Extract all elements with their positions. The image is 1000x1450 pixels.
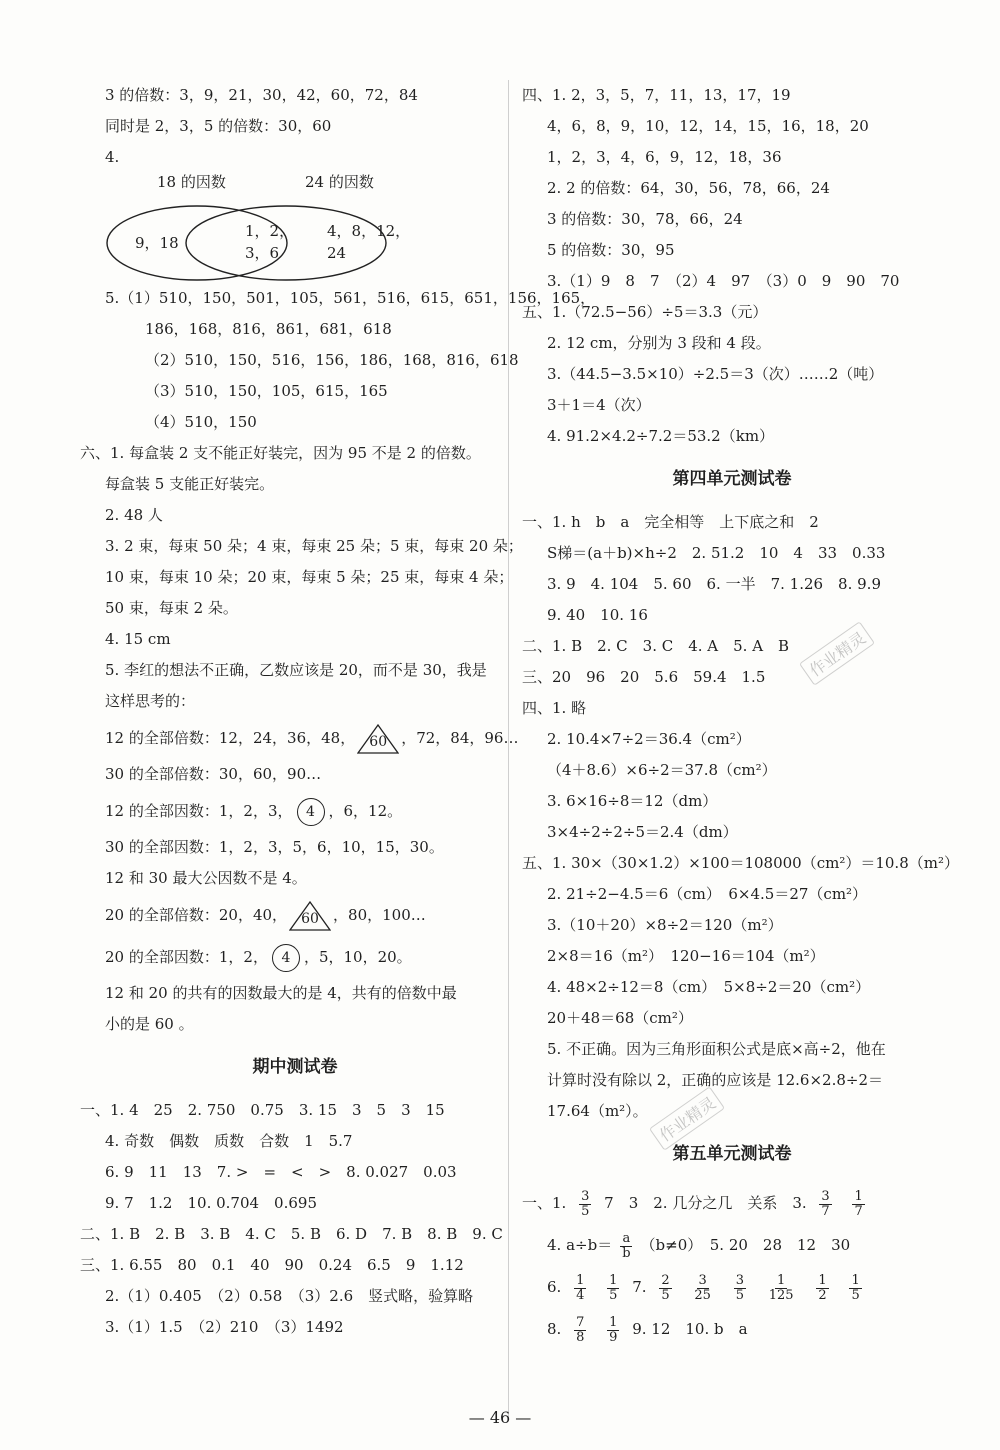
answer-line: 2. 21÷2−4.5＝6（cm） 6×4.5＝27（cm²） — [547, 885, 868, 903]
fraction-line — [522, 1182, 942, 1224]
answer-line: 5. 不正确。因为三角形面积公式是底×高÷2，他在 — [547, 1040, 886, 1058]
fraction — [692, 1274, 713, 1303]
answer-line: 每盒装 5 支能正好装完。 — [105, 475, 275, 493]
numerator: 1 — [854, 1188, 863, 1204]
numerator: 3 — [821, 1188, 830, 1204]
answer-line: （4）510，150 — [145, 413, 257, 431]
section-title: 第五单元测试卷 — [672, 1144, 792, 1164]
text-fragment: 12 的全部倍数：12，24，36，48， — [105, 729, 356, 747]
answer-line: 12 和 20 的共有的因数最大的是 4，共有的倍数中最 — [105, 984, 457, 1002]
fraction — [574, 1274, 586, 1303]
fraction — [819, 1190, 831, 1219]
text-fragment: ，80，100… — [333, 906, 426, 924]
numerator: a — [622, 1230, 631, 1246]
answer-line: （3）510，150，105，615，165 — [145, 382, 388, 400]
denominator: b — [622, 1245, 631, 1261]
text-fragment: 一、1. — [522, 1194, 567, 1212]
right-column — [522, 80, 959, 1350]
text-fragment: 6. — [547, 1278, 562, 1296]
answer-line: 3 的倍数：30，78，66，24 — [547, 210, 743, 228]
answer-line: 4. 奇数 偶数 质数 合数 1 5.7 — [105, 1132, 353, 1150]
answer-line: 3.（1）9 8 7 （2）4 97 （3）0 9 90 70 — [547, 272, 900, 290]
answer-line: 三、20 96 20 5.6 59.4 1.5 — [522, 668, 766, 686]
fraction-line — [522, 1266, 942, 1308]
multiples-line — [80, 894, 510, 936]
answer-line: （2）510，150，516，156，186，168，816，618 — [145, 351, 519, 369]
answer-line: 三、1. 6.55 80 0.1 40 90 0.24 6.5 9 1.12 — [80, 1256, 464, 1274]
venn-label-b: 24 的因数 — [305, 173, 374, 191]
fraction — [659, 1274, 671, 1303]
denominator: 9 — [609, 1329, 618, 1345]
answer-line: 2. 10.4×7÷2＝36.4（cm²） — [547, 730, 751, 748]
answer-line: 2×8＝16（m²） 120−16＝104（m²） — [547, 947, 825, 965]
numerator: 1 — [576, 1272, 585, 1288]
answer-line: 四、1. 略 — [522, 699, 587, 717]
denominator: 5 — [851, 1287, 860, 1303]
circle-highlight: 4 — [272, 944, 300, 972]
denominator: 125 — [768, 1287, 794, 1303]
answer-line: 同时是 2，3，5 的倍数：30，60 — [105, 117, 332, 135]
answer-line: 12 和 30 最大公因数不是 4。 — [105, 869, 307, 887]
numerator: 3 — [581, 1188, 590, 1204]
answer-line: 3. 9 4. 104 5. 60 6. 一半 7. 1.26 8. 9.9 — [547, 575, 881, 593]
answer-line: S梯＝(a＋b)×h÷2 2. 51.2 10 4 33 0.33 — [547, 544, 886, 562]
venn-only-b-2: 24 — [327, 244, 347, 262]
venn-only-b-1: 4，8，12， — [327, 222, 411, 240]
answer-line: 3 的倍数：3，9，21，30，42，60，72，84 — [105, 86, 418, 104]
fraction — [816, 1274, 828, 1303]
text-fragment: ，72，84，96… — [401, 729, 519, 747]
denominator: 5 — [735, 1287, 744, 1303]
watermark: 作业精灵 — [649, 1086, 725, 1151]
answer-line: 4，6，8，9，10，12，14，15，16，18，20 — [547, 117, 869, 135]
denominator: 5 — [661, 1287, 670, 1303]
answer-line: 9. 40 10. 16 — [547, 606, 648, 624]
text-fragment: 12 的全部因数：1，2，3， — [105, 802, 293, 820]
answer-line: 4. 91.2×4.2÷7.2＝53.2（km） — [547, 427, 775, 445]
answer-line: 5 的倍数：30，95 — [547, 241, 675, 259]
text-fragment: 7 3 2. 几分之几 关系 3. — [604, 1194, 807, 1212]
factors-line — [80, 936, 510, 978]
answer-line: 3. 6×16÷8＝12（dm） — [547, 792, 718, 810]
answer-line: 10 束，每束 10 朵；20 束，每束 5 朵；25 束，每束 4 朵； — [105, 568, 514, 586]
answer-line: 4. 48×2÷12＝8（cm） 5×8÷2＝20（cm²） — [547, 978, 871, 996]
numerator: 1 — [851, 1272, 860, 1288]
numerator: 3 — [735, 1272, 744, 1288]
venn-only-a: 9，18 — [135, 234, 179, 252]
answer-line: 二、1. B 2. B 3. B 4. C 5. B 6. D 7. B 8. B 9. C — [80, 1225, 503, 1243]
answer-line: 这样思考的： — [105, 692, 196, 710]
venn-diagram — [105, 173, 510, 283]
triangle-value: 60 — [369, 734, 388, 750]
answer-line: 3.（10＋20）×8÷2＝120（m²） — [547, 916, 783, 934]
answer-line: 3＋1＝4（次） — [547, 396, 651, 414]
answer-line: 2. 12 cm，分别为 3 段和 4 段。 — [547, 334, 771, 352]
answer-line: 5.（1）510，150，501，105，561，516，615，651，156，165， — [105, 289, 596, 307]
answer-line: 4. 15 cm — [105, 630, 171, 648]
text-fragment: 9. 12 10. b a — [632, 1320, 748, 1338]
triangle-highlight — [357, 724, 399, 754]
fraction — [620, 1232, 632, 1261]
fraction — [767, 1274, 796, 1303]
denominator: 2 — [818, 1287, 827, 1303]
fraction — [574, 1316, 586, 1345]
answer-line: 1，2，3，4，6，9，12，18，36 — [547, 148, 782, 166]
answer-line: 17.64（m²）。 — [547, 1102, 648, 1120]
venn-label-a: 18 的因数 — [157, 173, 226, 191]
text-fragment: 20 的全部倍数：20，40， — [105, 906, 288, 924]
text-fragment: 4. a÷b＝ — [547, 1236, 613, 1254]
fraction — [607, 1274, 619, 1303]
text-fragment: 7. — [632, 1278, 647, 1296]
venn-both-1: 1，2， — [245, 222, 295, 240]
answer-line: 9. 7 1.2 10. 0.704 0.695 — [105, 1194, 317, 1212]
answer-line: 计算时没有除以 2，正确的应该是 12.6×2.8÷2＝ — [547, 1071, 884, 1089]
multiples-line — [80, 717, 519, 759]
denominator: 7 — [854, 1203, 863, 1219]
answer-line: 6. 9 11 13 7. > = < > 8. 0.027 0.03 — [105, 1163, 457, 1181]
answer-line: 20＋48＝68（cm²） — [547, 1009, 693, 1027]
answer-line: 五、1.（72.5−56）÷5＝3.3（元） — [522, 303, 768, 321]
answer-line: 30 的全部因数：1，2，3，5，6，10，15，30。 — [105, 838, 444, 856]
denominator: 4 — [576, 1287, 585, 1303]
fraction-line — [522, 1224, 942, 1266]
text-fragment: ，6，12。 — [328, 802, 403, 820]
answer-line: 2. 2 的倍数：64，30，56，78，66，24 — [547, 179, 830, 197]
factors-line — [80, 790, 510, 832]
answer-line: 3×4÷2÷2÷5＝2.4（dm） — [547, 823, 738, 841]
triangle-highlight — [289, 901, 331, 931]
denominator: 5 — [609, 1287, 618, 1303]
answer-line: 四、1. 2，3，5，7，11，13，17，19 — [522, 86, 791, 104]
answer-line: 二、1. B 2. C 3. C 4. A 5. A B — [522, 637, 790, 655]
text-fragment: 8. — [547, 1320, 562, 1338]
fraction — [579, 1190, 591, 1219]
fraction — [734, 1274, 746, 1303]
numerator: 1 — [777, 1272, 786, 1288]
denominator: 25 — [694, 1287, 711, 1303]
answer-line: 小的是 60 。 — [105, 1015, 194, 1033]
answer-line: 一、1. h b a 完全相等 上下底之和 2 — [522, 513, 819, 531]
fraction — [607, 1316, 619, 1345]
answer-line: 4. — [105, 148, 120, 166]
fraction-line — [522, 1308, 942, 1350]
page-number: — 46 — — [468, 1408, 532, 1427]
text-fragment: （b≠0） 5. 20 28 12 30 — [640, 1236, 851, 1254]
text-fragment: 20 的全部因数：1，2， — [105, 948, 268, 966]
answer-line: 3.（44.5−3.5×10）÷2.5＝3（次）……2（吨） — [547, 365, 884, 383]
denominator: 7 — [821, 1203, 830, 1219]
section-title: 第四单元测试卷 — [672, 469, 792, 489]
numerator: 1 — [818, 1272, 827, 1288]
answer-line: 2.（1）0.405 （2）0.58 （3）2.6 竖式略，验算略 — [105, 1287, 474, 1305]
denominator: 5 — [581, 1203, 590, 1219]
venn-both-2: 3，6 — [245, 244, 280, 262]
watermark: 作业精灵 — [799, 621, 875, 686]
numerator: 1 — [609, 1314, 618, 1330]
numerator: 1 — [609, 1272, 618, 1288]
answer-line: （4＋8.6）×6÷2＝37.8（cm²） — [547, 761, 777, 779]
answer-line: 50 束，每束 2 朵。 — [105, 599, 238, 617]
answer-line: 2. 48 人 — [105, 506, 163, 524]
answer-line: 五、1. 30×（30×1.2）×100＝108000（cm²）＝10.8（m²） — [522, 854, 959, 872]
numerator: 7 — [576, 1314, 585, 1330]
fraction — [852, 1190, 864, 1219]
text-fragment: ，5，10，20。 — [303, 948, 412, 966]
fraction — [849, 1274, 861, 1303]
answer-line: 3. 2 束，每束 50 朵；4 束，每束 25 朵；5 束，每束 20 朵； — [105, 537, 523, 555]
numerator: 3 — [698, 1272, 707, 1288]
answer-line: 186，168，816，861，681，618 — [145, 320, 392, 338]
circle-highlight: 4 — [297, 798, 325, 826]
numerator: 2 — [661, 1272, 670, 1288]
answer-line: 5. 李红的想法不正确，乙数应该是 20，而不是 30，我是 — [105, 661, 487, 679]
answer-line: 3.（1）1.5 （2）210 （3）1492 — [105, 1318, 344, 1336]
triangle-value: 60 — [301, 911, 319, 927]
answer-line: 六、1. 每盒装 2 支不能正好装完，因为 95 不是 2 的倍数。 — [80, 444, 481, 462]
denominator: 8 — [576, 1329, 585, 1345]
answer-line: 30 的全部倍数：30，60，90… — [105, 765, 322, 783]
section-title: 期中测试卷 — [252, 1057, 338, 1077]
answer-line: 一、1. 4 25 2. 750 0.75 3. 15 3 5 3 15 — [80, 1101, 445, 1119]
